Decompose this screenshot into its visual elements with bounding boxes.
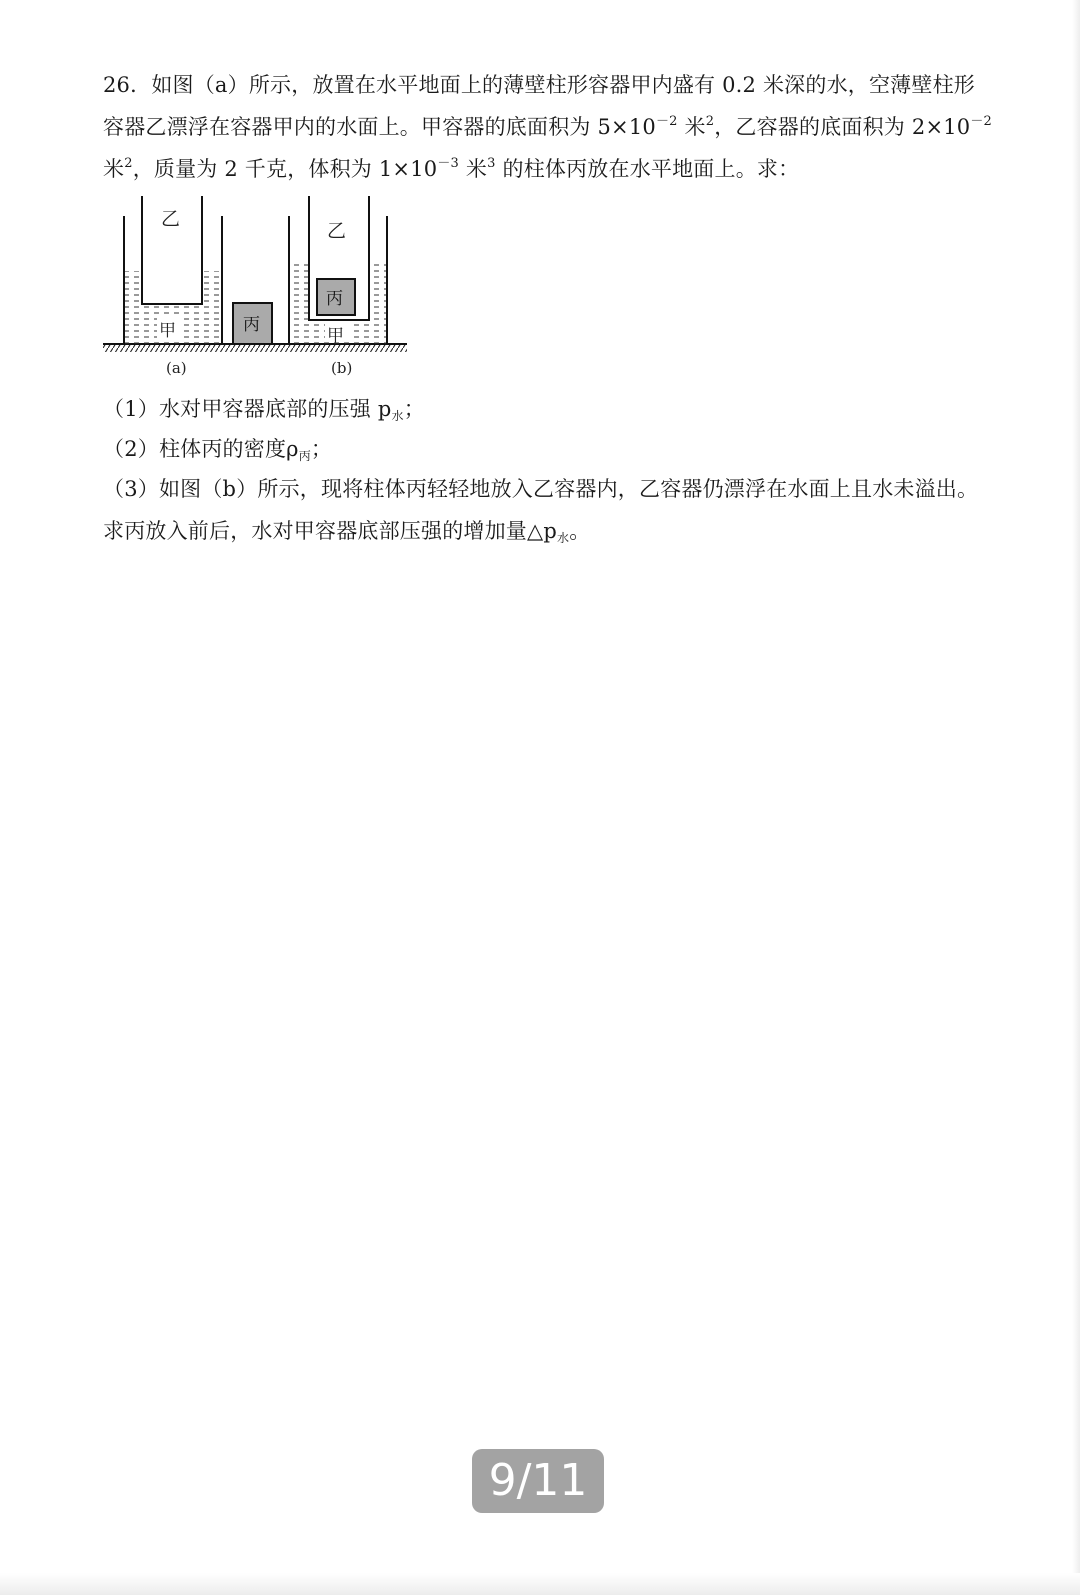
page-indicator-text: 9/11 xyxy=(488,1455,588,1506)
container-figure xyxy=(103,196,409,386)
label-jia-b: 甲 xyxy=(327,326,344,346)
caption-b: (b) xyxy=(331,359,353,377)
ground-hatch xyxy=(103,344,407,352)
problem-intro-line-2: 容器乙漂浮在容器甲内的水面上。甲容器的底面积为 $5\times 10^{-2}$ 米$^2$，乙容器的底面积为 $2\times 10^{-2}$ xyxy=(103,114,993,139)
question-3-line-2: 求丙放入前后，水对甲容器底部压强的增加量$\triangle p_水$。 xyxy=(103,519,591,545)
question-2: （2）柱体丙的密度$\rho_丙$； xyxy=(103,437,333,463)
label-yi-a: 乙 xyxy=(161,208,181,230)
question-3-line-1: （3）如图（b）所示，现将柱体丙轻轻地放入乙容器内，乙容器仍漂浮在水面上且水未溢出。 xyxy=(103,477,979,501)
page-edge xyxy=(1072,0,1080,1595)
page-bottom-shadow xyxy=(0,1573,1080,1595)
label-bing-ground: 丙 xyxy=(243,315,260,335)
problem-intro-line-3: 米$^2$，质量为 2 千克，体积为 $1\times 10^{-3}$ 米$^3$ 的柱体丙放在水平地面上。求： xyxy=(103,156,800,181)
problem-intro-line-1: 26．如图（a）所示，放置在水平地面上的薄壁柱形容器甲内盛有 0.2 米深的水，空薄壁柱形 xyxy=(103,73,975,97)
caption-a: (a) xyxy=(166,359,187,377)
label-bing-b: 丙 xyxy=(326,289,343,309)
label-jia-a: 甲 xyxy=(159,321,176,341)
question-1: （1）水对甲容器底部的压强 $p_水$； xyxy=(103,397,425,423)
page-indicator xyxy=(472,1449,604,1513)
label-yi-b: 乙 xyxy=(327,220,347,242)
